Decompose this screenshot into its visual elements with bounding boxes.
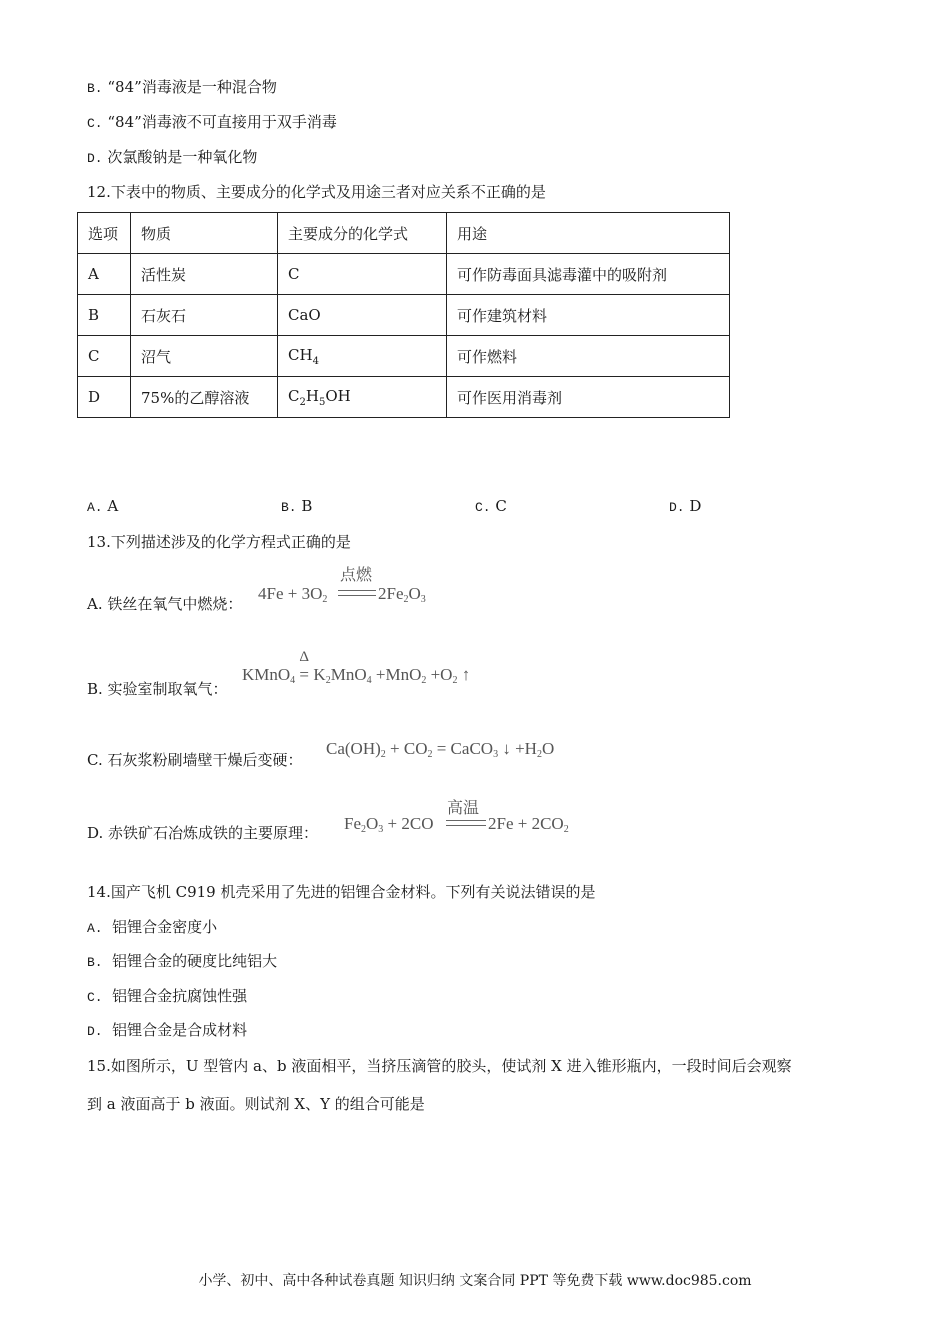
cell-use: 可作建筑材料 xyxy=(447,295,730,336)
table-header-row xyxy=(78,213,730,254)
option-letter: D. xyxy=(87,151,103,166)
reaction-condition: 点燃 xyxy=(340,565,373,584)
page-footer: 小学、初中、高中各种试卷真题 知识归纳 文案合同 PPT 等免费下载 www.doc985.com xyxy=(198,1273,752,1289)
cell-option: B xyxy=(78,295,131,336)
option-text: “84”消毒液是一种混合物 xyxy=(107,78,277,96)
cell-substance: 活性炭 xyxy=(131,254,278,295)
equation-d-right: $2Fe + 2CO_2$ xyxy=(488,814,569,835)
cell-use: 可作医用消毒剂 xyxy=(447,377,730,418)
cell-formula: CaO xyxy=(278,295,447,336)
cell-formula: C xyxy=(278,254,447,295)
q15-stem-line1: 15.如图所示，U 型管内 a、b 液面相平，当挤压滴管的胶头，使试剂 X 进入锥形瓶内，一段时间后会观察 xyxy=(87,1057,792,1075)
q12-answer-b xyxy=(281,497,312,515)
q12-answer-c xyxy=(475,497,507,515)
option-text: “84”消毒液不可直接用于双手消毒 xyxy=(107,113,337,131)
option-text: B xyxy=(301,497,313,515)
q13-option-b: B. 实验室制取氧气： xyxy=(87,680,228,698)
equation-b: KMnO$_4$ Δ = $K_2MnO_4 +MnO_2 +O_2$ ↑ xyxy=(242,649,471,686)
equation-a-right: $2Fe_2O_3$ xyxy=(378,584,426,605)
q13-option-c: C. 石灰浆粉刷墙壁干燥后变硬： xyxy=(87,751,303,769)
table-row xyxy=(78,377,730,418)
option-text: 次氯酸钠是一种氧化物 xyxy=(107,148,258,166)
option-letter: B. xyxy=(87,81,103,96)
option-letter: C. xyxy=(87,990,103,1005)
reaction-condition: 高温 xyxy=(447,798,480,817)
option-text: A xyxy=(107,497,119,515)
cell-formula xyxy=(278,377,447,418)
q12-stem: 12.下表中的物质、主要成分的化学式及用途三者对应关系不正确的是 xyxy=(87,183,546,201)
equals-sign xyxy=(446,820,486,826)
formula-text: OH xyxy=(325,386,351,405)
option-letter: B. xyxy=(281,500,297,515)
formula-subscript: 2 xyxy=(299,396,306,408)
q14-option-b xyxy=(87,951,277,973)
reaction-condition: Δ xyxy=(299,649,310,665)
q12-table xyxy=(77,212,730,418)
q14-option-c xyxy=(87,986,247,1008)
cell-option: C xyxy=(78,336,131,377)
cell-substance: 石灰石 xyxy=(131,295,278,336)
header-cell: 用途 xyxy=(447,213,730,254)
header-cell: 选项 xyxy=(78,213,131,254)
q11-option-b xyxy=(87,77,277,99)
formula-subscript: 4 xyxy=(312,355,319,367)
header-cell: 主要成分的化学式 xyxy=(278,213,447,254)
header-cell: 物质 xyxy=(131,213,278,254)
cell-substance: 75%的乙醇溶液 xyxy=(131,377,278,418)
option-letter: A. xyxy=(87,921,103,936)
formula-text: H xyxy=(305,386,319,405)
option-letter: C. xyxy=(87,116,103,131)
q14-option-a xyxy=(87,917,217,939)
cell-option: D xyxy=(78,377,131,418)
formula-text: CH xyxy=(288,345,313,364)
q15-stem-line2: 到 a 液面高于 b 液面。则试剂 X、Y 的组合可能是 xyxy=(87,1095,425,1113)
table-row xyxy=(78,295,730,336)
option-text: 铝锂合金密度小 xyxy=(112,918,218,936)
cell-substance: 沼气 xyxy=(131,336,278,377)
cell-option: A xyxy=(78,254,131,295)
q11-option-d xyxy=(87,147,257,169)
option-text: 铝锂合金是合成材料 xyxy=(112,1021,248,1039)
equation-d-left: $Fe_2O_3 + 2CO$ xyxy=(344,814,434,835)
option-text: D xyxy=(689,497,702,515)
q13-option-a: A. 铁丝在氧气中燃烧： xyxy=(87,595,243,613)
option-letter: C. xyxy=(475,500,491,515)
table-row xyxy=(78,254,730,295)
option-text: 铝锂合金的硬度比纯铝大 xyxy=(112,952,278,970)
q13-option-d: D. 赤铁矿石冶炼成铁的主要原理： xyxy=(87,824,319,842)
cell-formula xyxy=(278,336,447,377)
q14-stem: 14.国产飞机 C919 机壳采用了先进的铝锂合金材料。下列有关说法错误的是 xyxy=(87,883,596,901)
equals-sign xyxy=(338,590,376,596)
option-text: C xyxy=(495,497,507,515)
q11-option-c xyxy=(87,112,337,134)
q12-answer-a xyxy=(87,497,118,515)
cell-use: 可作防毒面具滤毒灌中的吸附剂 xyxy=(447,254,730,295)
q14-option-d xyxy=(87,1020,247,1042)
option-letter: A. xyxy=(87,500,103,515)
equation-c: $Ca(OH)_2 + CO_2$ = CaCO$_3$ ↓ $+H_2O$ xyxy=(326,739,555,760)
formula-subscript: 5 xyxy=(318,396,326,408)
cell-use: 可作燃料 xyxy=(447,336,730,377)
q12-answer-d xyxy=(669,497,701,515)
table-row xyxy=(78,336,730,377)
option-text: 铝锂合金抗腐蚀性强 xyxy=(112,987,248,1005)
option-letter: D. xyxy=(87,1024,103,1039)
q13-stem: 13.下列描述涉及的化学方程式正确的是 xyxy=(87,533,351,551)
option-letter: B. xyxy=(87,955,103,970)
option-letter: D. xyxy=(669,500,685,515)
formula-text: C xyxy=(288,386,300,405)
equation-a-left: $4Fe + 3O_2$ xyxy=(258,584,328,605)
